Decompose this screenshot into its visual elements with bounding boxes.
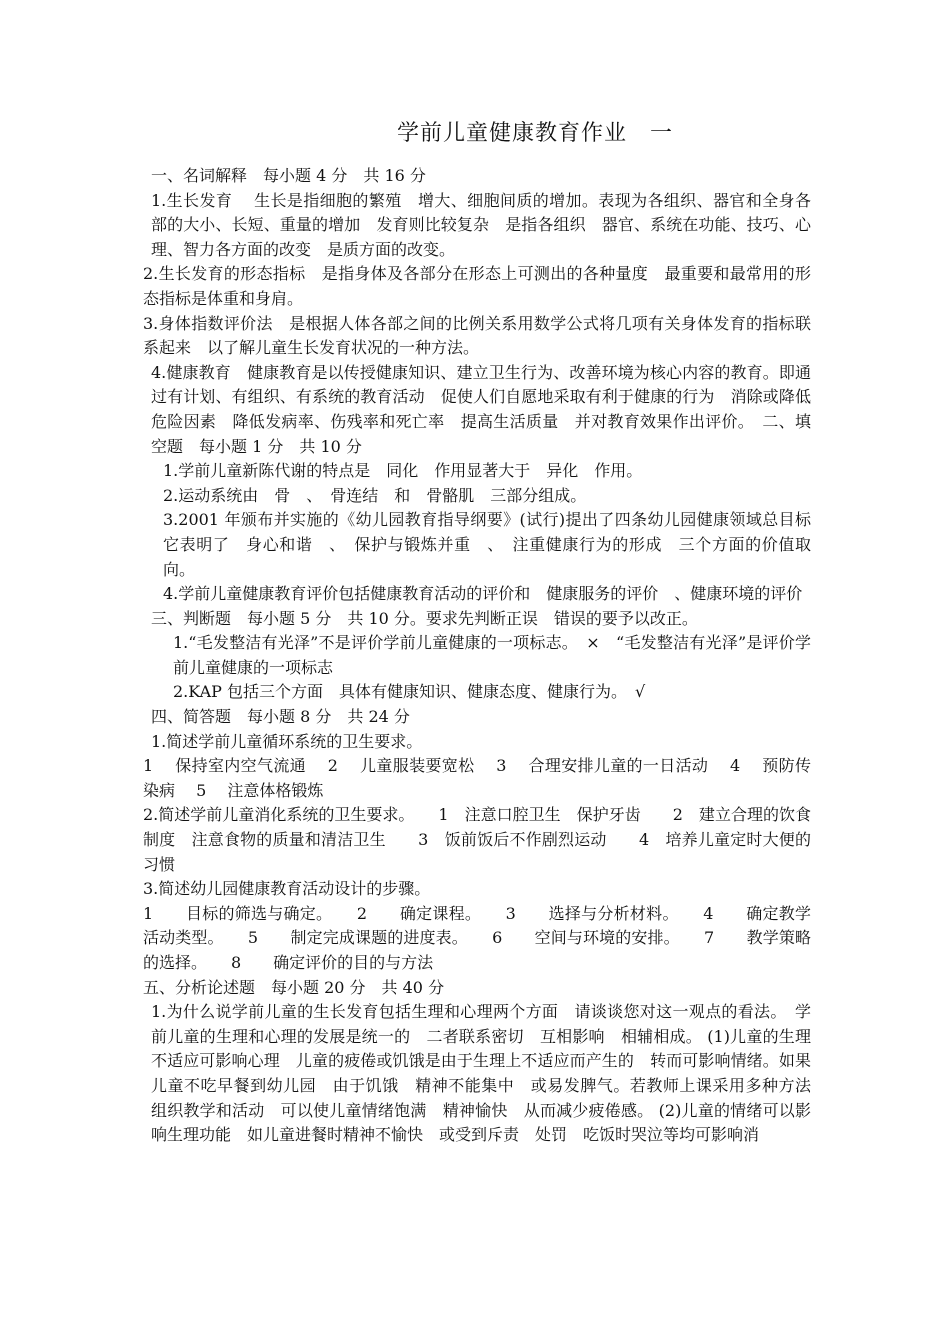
paragraph: 3.身体指数评价法 是根据人体各部之间的比例关系用数学公式将几项有关身体发育的指标联系起来 以了解儿童生长发育状况的一种方法。: [143, 313, 811, 358]
paragraph: 1.学前儿童新陈代谢的特点是 同化 作用显著大于 异化 作用。: [163, 461, 643, 481]
paragraph: 1 保持室内空气流通 2 儿童服装要宽松 3 合理安排儿童的一日活动 4 预防传染病 5 注意体格锻炼: [143, 756, 811, 800]
paragraph: 1.为什么说学前儿童的生长发育包括生理和心理两个方面 请谈谈您对这一观点的看法。 学前儿童的生理和心理的发展是统一的 二者联系密切 互相影响 相辅相成。 (1)儿童的生理不适应可影响心理 儿童的疲倦或饥饿是由于生理上不适应而产生的 转而可影响情绪。如果儿童不吃早餐到幼儿园 由于饥饿 精神不能集中 或易发脾气。若教师上课采用多种方法 组织教学和活动 可以使儿童情绪饱满 精神愉快 从而减少疲倦感。 (2)儿童的情绪可以影响生理功能 如儿童进餐时精神不愉快 或受到斥责 处罚 吃饭时哭泣等均可影响消: [151, 1002, 828, 1145]
paragraph: 2.KAP 包括三个方面 具体有健康知识、健康态度、健康行为。 √: [173, 682, 646, 702]
paragraph: 1.简述学前儿童循环系统的卫生要求。: [151, 731, 447, 751]
document-body: [143, 164, 828, 1148]
paragraph: 1.“毛发整洁有光泽”不是评价学前儿童健康的一项标志。 × “毛发整洁有光泽”是评价学前儿童健康的一项标志: [173, 633, 811, 677]
paragraph: 3.简述幼儿园健康教育活动设计的步骤。: [143, 879, 439, 899]
paragraph: 五、分析论述题 每小题 20 分 共 40 分: [143, 977, 445, 997]
paragraph: 三、判断题 每小题 5 分 共 10 分。要求先判断正误 错误的要予以改正。: [151, 608, 706, 628]
paragraph: 四、简答题 每小题 8 分 共 24 分: [151, 707, 410, 727]
paragraph: 1 目标的筛选与确定。 2 确定课程。 3 选择与分析材料。 4 确定教学活动类型。 5 制定完成课题的进度表。 6 空间与环境的安排。 7 教学策略的选择。 8 确定评价的目的与方法: [143, 903, 811, 972]
paragraph: 4.学前儿童健康教育评价包括健康教育活动的评价和 健康服务的评价 、健康环境的评价: [163, 584, 803, 604]
paragraph: 2.运动系统由 骨 、 骨连结 和 骨骼肌 三部分组成。: [163, 485, 587, 505]
paragraph: 1.生长发育 生长是指细胞的繁殖 增大、细胞间质的增加。表现为各组织、器官和全身各部的大小、长短、重量的增加 发育则比较复杂 是指各组织 器官、系统在功能、技巧、心理、智力各方面的改变 是质方面的改变。: [151, 190, 811, 259]
paragraph: 2.生长发育的形态指标 是指身体及各部分在形态上可测出的各种量度 最重要和最常用的形态指标是体重和身肩。: [143, 264, 811, 308]
document-title: 学前儿童健康教育作业 一: [396, 121, 696, 146]
paragraph: 3.2001 年颁布并实施的《幼儿园教育指导纲要》(试行)提出了四条幼儿园健康领域总目标 它表明了 身心和谐 、 保护与锻炼并重 、 注重健康行为的形成 三个方面的价值取向。: [163, 510, 828, 579]
paragraph: 2.简述学前儿童消化系统的卫生要求。 1 注意口腔卫生 保护牙齿 2 建立合理的饮食制度 注意食物的质量和清洁卫生 3 饭前饭后不作剧烈运动 4 培养儿童定时大便的习惯: [143, 805, 811, 874]
paragraph: 4.健康教育 健康教育是以传授健康知识、建立卫生行为、改善环境为核心内容的教育。即通过有计划、有组织、有系统的教育活动 促使人们自愿地采取有利于健康的行为 消除或降低危险因素 降低发病率、伤残率和死亡率 提高生活质量 并对教育效果作出评价。 二、填空题 每小题 1 分 共 10 分: [151, 362, 811, 456]
paragraph: 一、名词解释 每小题 4 分 共 16 分: [151, 166, 426, 185]
